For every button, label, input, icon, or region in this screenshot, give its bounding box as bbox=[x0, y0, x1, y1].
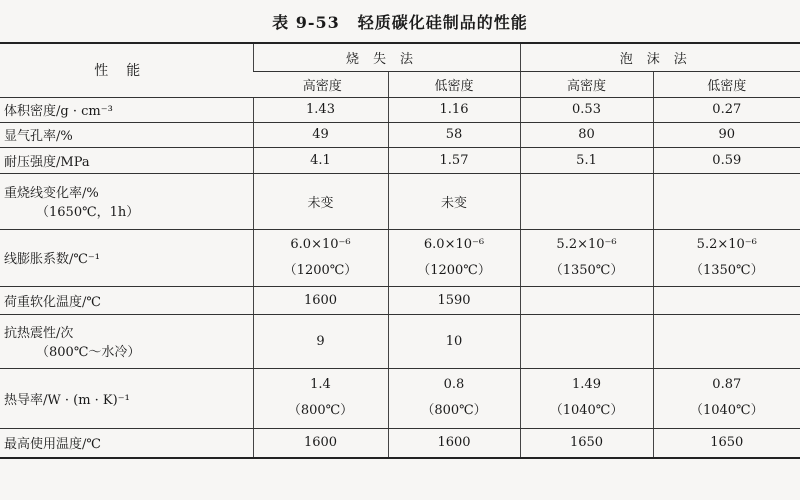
row-label-text: 线膨胀系数/℃⁻¹ bbox=[4, 252, 100, 267]
cell bbox=[253, 286, 388, 314]
row-sublabel: （1650℃，1h） bbox=[36, 205, 140, 220]
header-subcol: 低密度 bbox=[653, 71, 800, 97]
cell bbox=[253, 229, 388, 286]
cell bbox=[388, 368, 520, 428]
cell bbox=[653, 97, 800, 122]
cell bbox=[653, 173, 800, 229]
cell bbox=[520, 314, 653, 368]
cell-value: 1600 bbox=[437, 435, 471, 451]
row-sublabel: （800℃～水冷） bbox=[36, 345, 141, 360]
header-subcol: 低密度 bbox=[388, 71, 520, 97]
cell-value: 80 bbox=[578, 127, 595, 142]
header-group-burnout: 烧失法 bbox=[253, 43, 520, 71]
row-label bbox=[0, 122, 253, 147]
table-row bbox=[0, 97, 800, 122]
header-subcol: 高密度 bbox=[520, 71, 653, 97]
cell-note: （800℃） bbox=[287, 403, 354, 418]
cell bbox=[253, 97, 388, 122]
cell bbox=[520, 147, 653, 173]
cell-value: 0.53 bbox=[572, 102, 601, 117]
row-label bbox=[0, 314, 253, 368]
cell bbox=[388, 314, 520, 368]
cell bbox=[253, 122, 388, 147]
cell-value: 1.4 bbox=[310, 377, 331, 392]
header-row-groups bbox=[0, 43, 800, 71]
header-group-foam: 泡沫法 bbox=[520, 43, 800, 71]
cell-value: 5.2×10⁻⁶ bbox=[696, 236, 757, 252]
cell-value: 5.1 bbox=[576, 152, 597, 168]
cell-value: 未变 bbox=[441, 195, 468, 211]
cell-note: （1350℃） bbox=[549, 262, 624, 278]
cell bbox=[653, 314, 800, 368]
cell bbox=[388, 286, 520, 314]
row-label-text: 最高使用温度/℃ bbox=[4, 437, 101, 453]
table-row bbox=[0, 229, 800, 286]
table-title bbox=[0, 10, 800, 33]
cell-note: （1200℃） bbox=[417, 262, 491, 278]
cell bbox=[520, 122, 653, 147]
cell-value: 4.1 bbox=[310, 152, 331, 168]
table-row bbox=[0, 147, 800, 173]
row-label bbox=[0, 97, 253, 122]
row-label-text: 抗热震性/次 bbox=[4, 326, 74, 341]
table-row bbox=[0, 173, 800, 229]
header-property: 性能 bbox=[0, 43, 253, 97]
cell-value: 6.0×10⁻⁶ bbox=[423, 236, 485, 252]
row-label-text: 热导率/W · (m · K)⁻¹ bbox=[4, 392, 130, 408]
cell-value: 1600 bbox=[303, 435, 338, 451]
cell bbox=[253, 147, 388, 173]
cell bbox=[253, 314, 388, 368]
cell-value: 1590 bbox=[437, 292, 471, 308]
row-label-text: 重烧线变化率/% bbox=[4, 186, 99, 201]
cell-value: 1.57 bbox=[439, 152, 469, 168]
cell-value: 0.59 bbox=[712, 152, 742, 168]
cell bbox=[253, 173, 388, 229]
cell bbox=[653, 147, 800, 173]
table-number: 表 9-53 bbox=[272, 13, 340, 32]
cell bbox=[653, 368, 800, 428]
cell-value: 58 bbox=[445, 127, 463, 142]
cell-value: 0.8 bbox=[443, 377, 465, 392]
row-label-text: 荷重软化温度/℃ bbox=[4, 294, 101, 310]
cell bbox=[653, 122, 800, 147]
table-caption: 轻质碳化硅制品的性能 bbox=[357, 13, 528, 32]
row-label-text: 显气孔率/% bbox=[4, 129, 73, 144]
cell bbox=[388, 97, 520, 122]
properties-table bbox=[0, 42, 800, 459]
row-label-text: 耐压强度/MPa bbox=[4, 154, 90, 170]
row-label bbox=[0, 173, 253, 229]
table-row bbox=[0, 286, 800, 314]
cell-value: 0.27 bbox=[712, 102, 742, 117]
table-row bbox=[0, 122, 800, 147]
table-row bbox=[0, 428, 800, 458]
cell-value: 49 bbox=[312, 127, 329, 142]
cell-value: 1.43 bbox=[306, 102, 335, 117]
cell-value: 1.16 bbox=[439, 102, 469, 117]
cell bbox=[253, 428, 388, 458]
cell-value: 6.0×10⁻⁶ bbox=[290, 236, 351, 252]
cell-value: 1650 bbox=[569, 435, 604, 451]
cell bbox=[388, 229, 520, 286]
cell-value: 90 bbox=[718, 127, 736, 142]
row-label bbox=[0, 147, 253, 173]
cell bbox=[388, 428, 520, 458]
cell bbox=[653, 286, 800, 314]
cell bbox=[520, 286, 653, 314]
row-label bbox=[0, 368, 253, 428]
cell bbox=[253, 368, 388, 428]
cell-value: 1650 bbox=[710, 435, 744, 451]
cell-value: 5.2×10⁻⁶ bbox=[556, 236, 617, 252]
row-label bbox=[0, 428, 253, 458]
cell bbox=[388, 147, 520, 173]
row-label bbox=[0, 229, 253, 286]
row-label bbox=[0, 286, 253, 314]
cell bbox=[520, 173, 653, 229]
cell bbox=[520, 229, 653, 286]
cell-value: 0.87 bbox=[712, 377, 742, 392]
cell-value: 1600 bbox=[303, 292, 338, 308]
cell bbox=[388, 173, 520, 229]
cell bbox=[653, 229, 800, 286]
cell-value: 未变 bbox=[307, 195, 334, 211]
cell bbox=[388, 122, 520, 147]
header-subcol: 高密度 bbox=[253, 71, 388, 97]
cell bbox=[520, 428, 653, 458]
table-row bbox=[0, 314, 800, 368]
cell bbox=[520, 368, 653, 428]
row-label-text: 体积密度/g · cm⁻³ bbox=[4, 104, 113, 119]
cell-note: （1040℃） bbox=[689, 403, 764, 418]
cell-value: 10 bbox=[445, 333, 463, 349]
cell-note: （1350℃） bbox=[689, 262, 764, 278]
cell-value: 9 bbox=[316, 333, 325, 349]
cell-note: （1040℃） bbox=[549, 403, 624, 418]
table-row bbox=[0, 368, 800, 428]
cell-value: 1.49 bbox=[572, 377, 601, 392]
cell bbox=[653, 428, 800, 458]
cell-note: （800℃） bbox=[421, 403, 487, 418]
cell bbox=[520, 97, 653, 122]
cell-note: （1200℃） bbox=[283, 262, 358, 278]
